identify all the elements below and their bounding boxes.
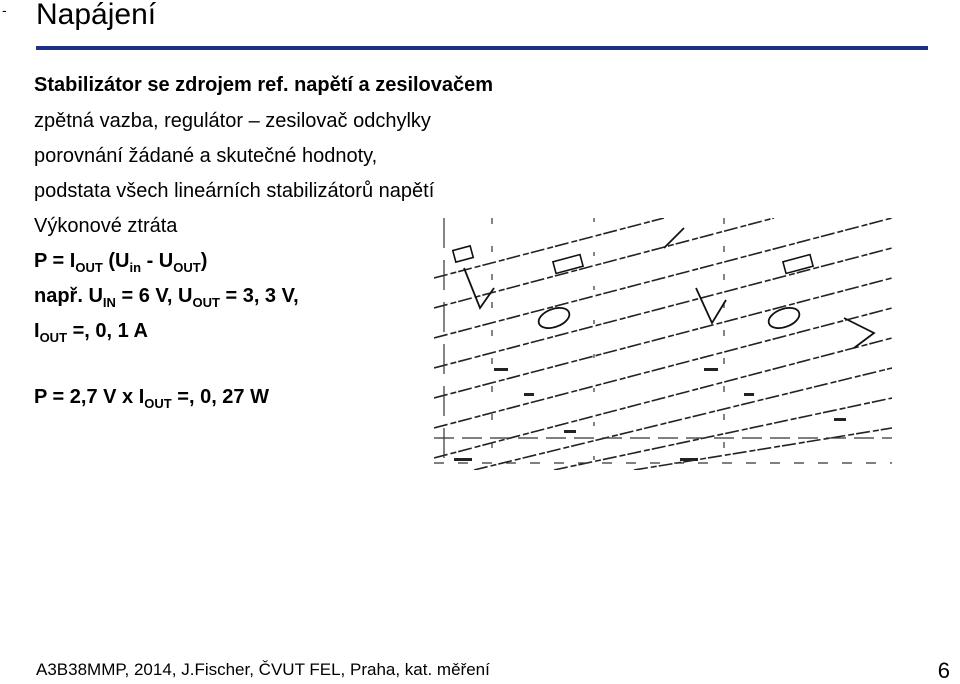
example-values: např. $U_{IN} = 6$ V, $U_{OUT} = 3$, 3 V, <box>34 285 299 310</box>
footer-text: A3B38MMP, 2014, J.Fischer, ČVUT FEL, Praha, kat. měření <box>36 660 490 679</box>
text-line-3: porovnání žádané a skutečné hodnoty, <box>34 145 378 167</box>
power-result: P = 2,7 V x $I_{OUT}$ =, 0, 27 W <box>34 386 269 411</box>
text-line-1: Stabilizátor se zdrojem ref. napětí a zesilovačem <box>34 74 494 96</box>
slide-title: Napájení <box>36 0 157 31</box>
slide-marker: - <box>2 2 7 18</box>
circuit-schematic-image <box>434 218 892 470</box>
text-line-5: Výkonové ztráta <box>34 215 178 237</box>
current-value: $I_{OUT}$ =, 0, 1 A <box>34 320 148 345</box>
power-formula: $P = I_{OUT}$ $(U_{in} - U_{OUT})$ <box>34 250 208 275</box>
text-line-4: podstata všech lineárních stabilizátorů napětí <box>34 180 435 202</box>
page-number: 6 <box>937 658 950 683</box>
title-underline <box>36 46 928 50</box>
text-line-2: zpětná vazba, regulátor – zesilovač odchylky <box>34 110 431 132</box>
